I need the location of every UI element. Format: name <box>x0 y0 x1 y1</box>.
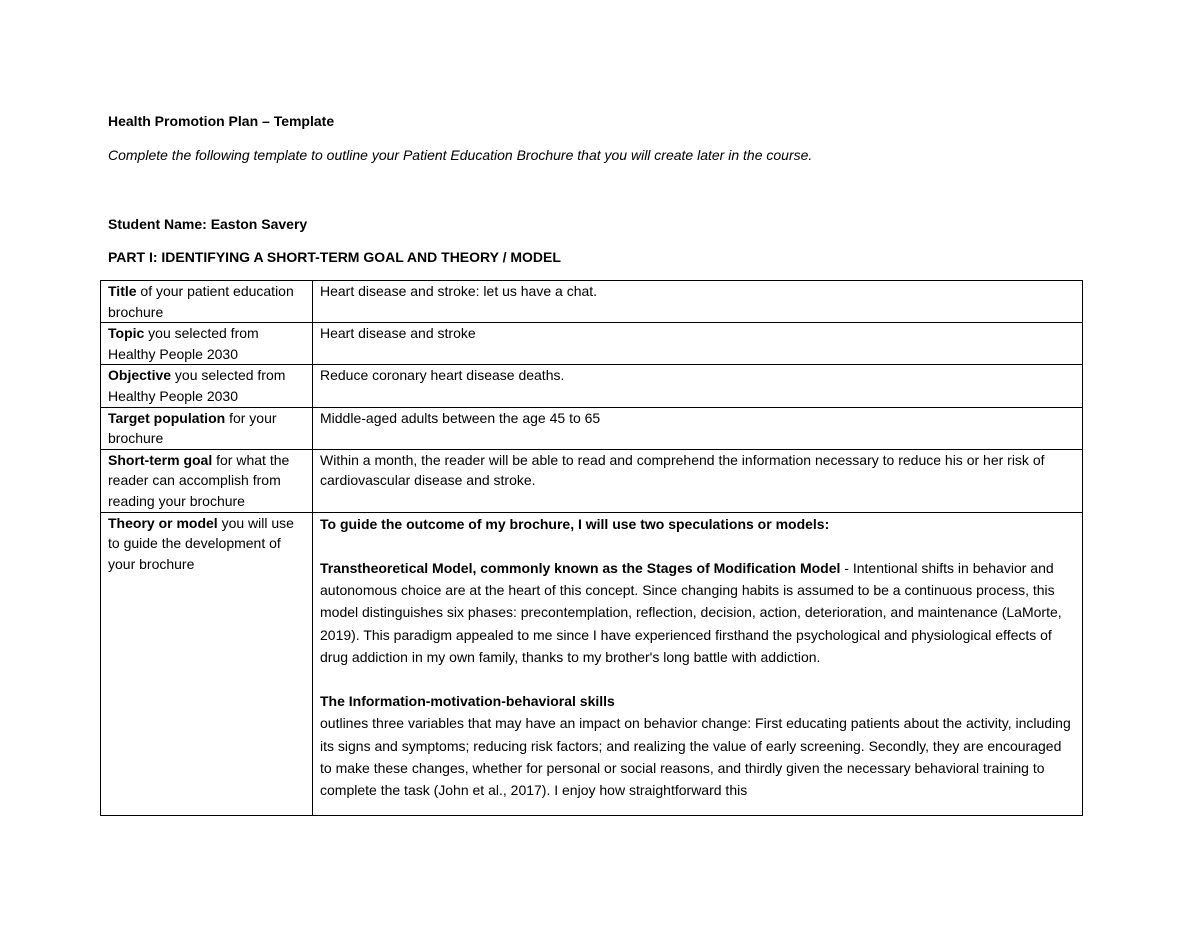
model-one-text: - Intentional shifts in behavior and autonomous choice are at the heart of this concept. Since changing habits is assumed to be a continuous process, this model distinguishes six phases: precontemplation, reflection, decision, action, deterioration, and maintenance (LaMorte, 2019). This paradigm appealed to me since I have experienced firsthand the psychological and physiological effects of drug addiction in my own family, thanks to my brother's long battle with addiction. <box>320 559 1062 665</box>
row-label-bold: Short-term goal <box>108 451 213 468</box>
row-label-rest: for what the reader can accomplish from reading your brochure <box>108 451 290 509</box>
table-row-objective <box>101 365 1083 407</box>
student-name-line <box>108 214 307 234</box>
row-value-title: Heart disease and stroke: let us have a chat. <box>313 281 1083 323</box>
row-label-bold: Target population <box>108 409 226 426</box>
student-name-label: Student Name: <box>108 216 207 232</box>
model-two-heading: The Information-motivation-behavioral skills <box>320 693 615 710</box>
row-label-bold: Topic <box>108 325 145 342</box>
row-label-target-population <box>101 407 313 449</box>
row-value-theory-model <box>313 512 1083 815</box>
model-one-heading: Transtheoretical Model, commonly known as the Stages of Modification Model <box>320 559 841 576</box>
row-label-rest: you selected from Healthy People 2030 <box>108 325 259 362</box>
row-label-rest: you will use to guide the development of your brochure <box>108 514 294 572</box>
row-value-short-term-goal: Within a month, the reader will be able to read and comprehend the information necessary to reduce his or her risk of cardiovascular disease and stroke. <box>313 449 1083 512</box>
row-label-rest: for your brochure <box>108 409 277 447</box>
theory-intro: To guide the outcome of my brochure, I will use two speculations or models: <box>320 515 830 532</box>
theory-content <box>320 513 1076 815</box>
row-label-bold: Theory or model <box>108 514 218 531</box>
model-two-text: outlines three variables that may have an impact on behavior change: First educating patients about the activity, including its signs and symptoms; reducing risk factors; and realizing the value of early screening. Secondly, they are encouraged to make these changes, whether for personal or social reasons, and thirdly given the necessary behavioral training to complete the task (John et al., 2017). I enjoy how straightforward this <box>320 715 1071 798</box>
document-instructions: Complete the following template to outline your Patient Education Brochure that you will create later in the course. <box>108 147 813 163</box>
row-label-bold: Title <box>108 283 137 299</box>
table-row-target-population <box>101 407 1083 449</box>
theory-model-one <box>320 557 1076 668</box>
paragraph-gap <box>320 535 1076 557</box>
row-value-objective: Reduce coronary heart disease deaths. <box>313 365 1083 407</box>
table-row-topic <box>101 323 1083 365</box>
row-value-target-population: Middle-aged adults between the age 45 to 65 <box>313 407 1083 449</box>
row-label-rest: you selected from Healthy People 2030 <box>108 367 286 404</box>
paragraph-gap <box>320 668 1076 690</box>
part-one-heading: PART I: IDENTIFYING A SHORT-TERM GOAL AND THEORY / MODEL <box>108 249 561 265</box>
row-label-title <box>101 281 313 323</box>
row-label-topic <box>101 323 313 365</box>
row-label-theory-model <box>101 512 313 815</box>
document-title: Health Promotion Plan – Template <box>108 113 335 129</box>
row-value-topic: Heart disease and stroke <box>313 323 1083 365</box>
table-row-short-term-goal <box>101 449 1083 512</box>
row-label-short-term-goal <box>101 449 313 512</box>
table-row-title <box>101 281 1083 323</box>
health-plan-table <box>100 280 1083 816</box>
student-name-value: Easton Savery <box>210 216 308 232</box>
row-label-rest: of your patient education brochure <box>108 283 294 320</box>
row-label-bold: Objective <box>108 367 172 384</box>
table-row-theory-model <box>101 512 1083 815</box>
row-label-objective <box>101 365 313 407</box>
